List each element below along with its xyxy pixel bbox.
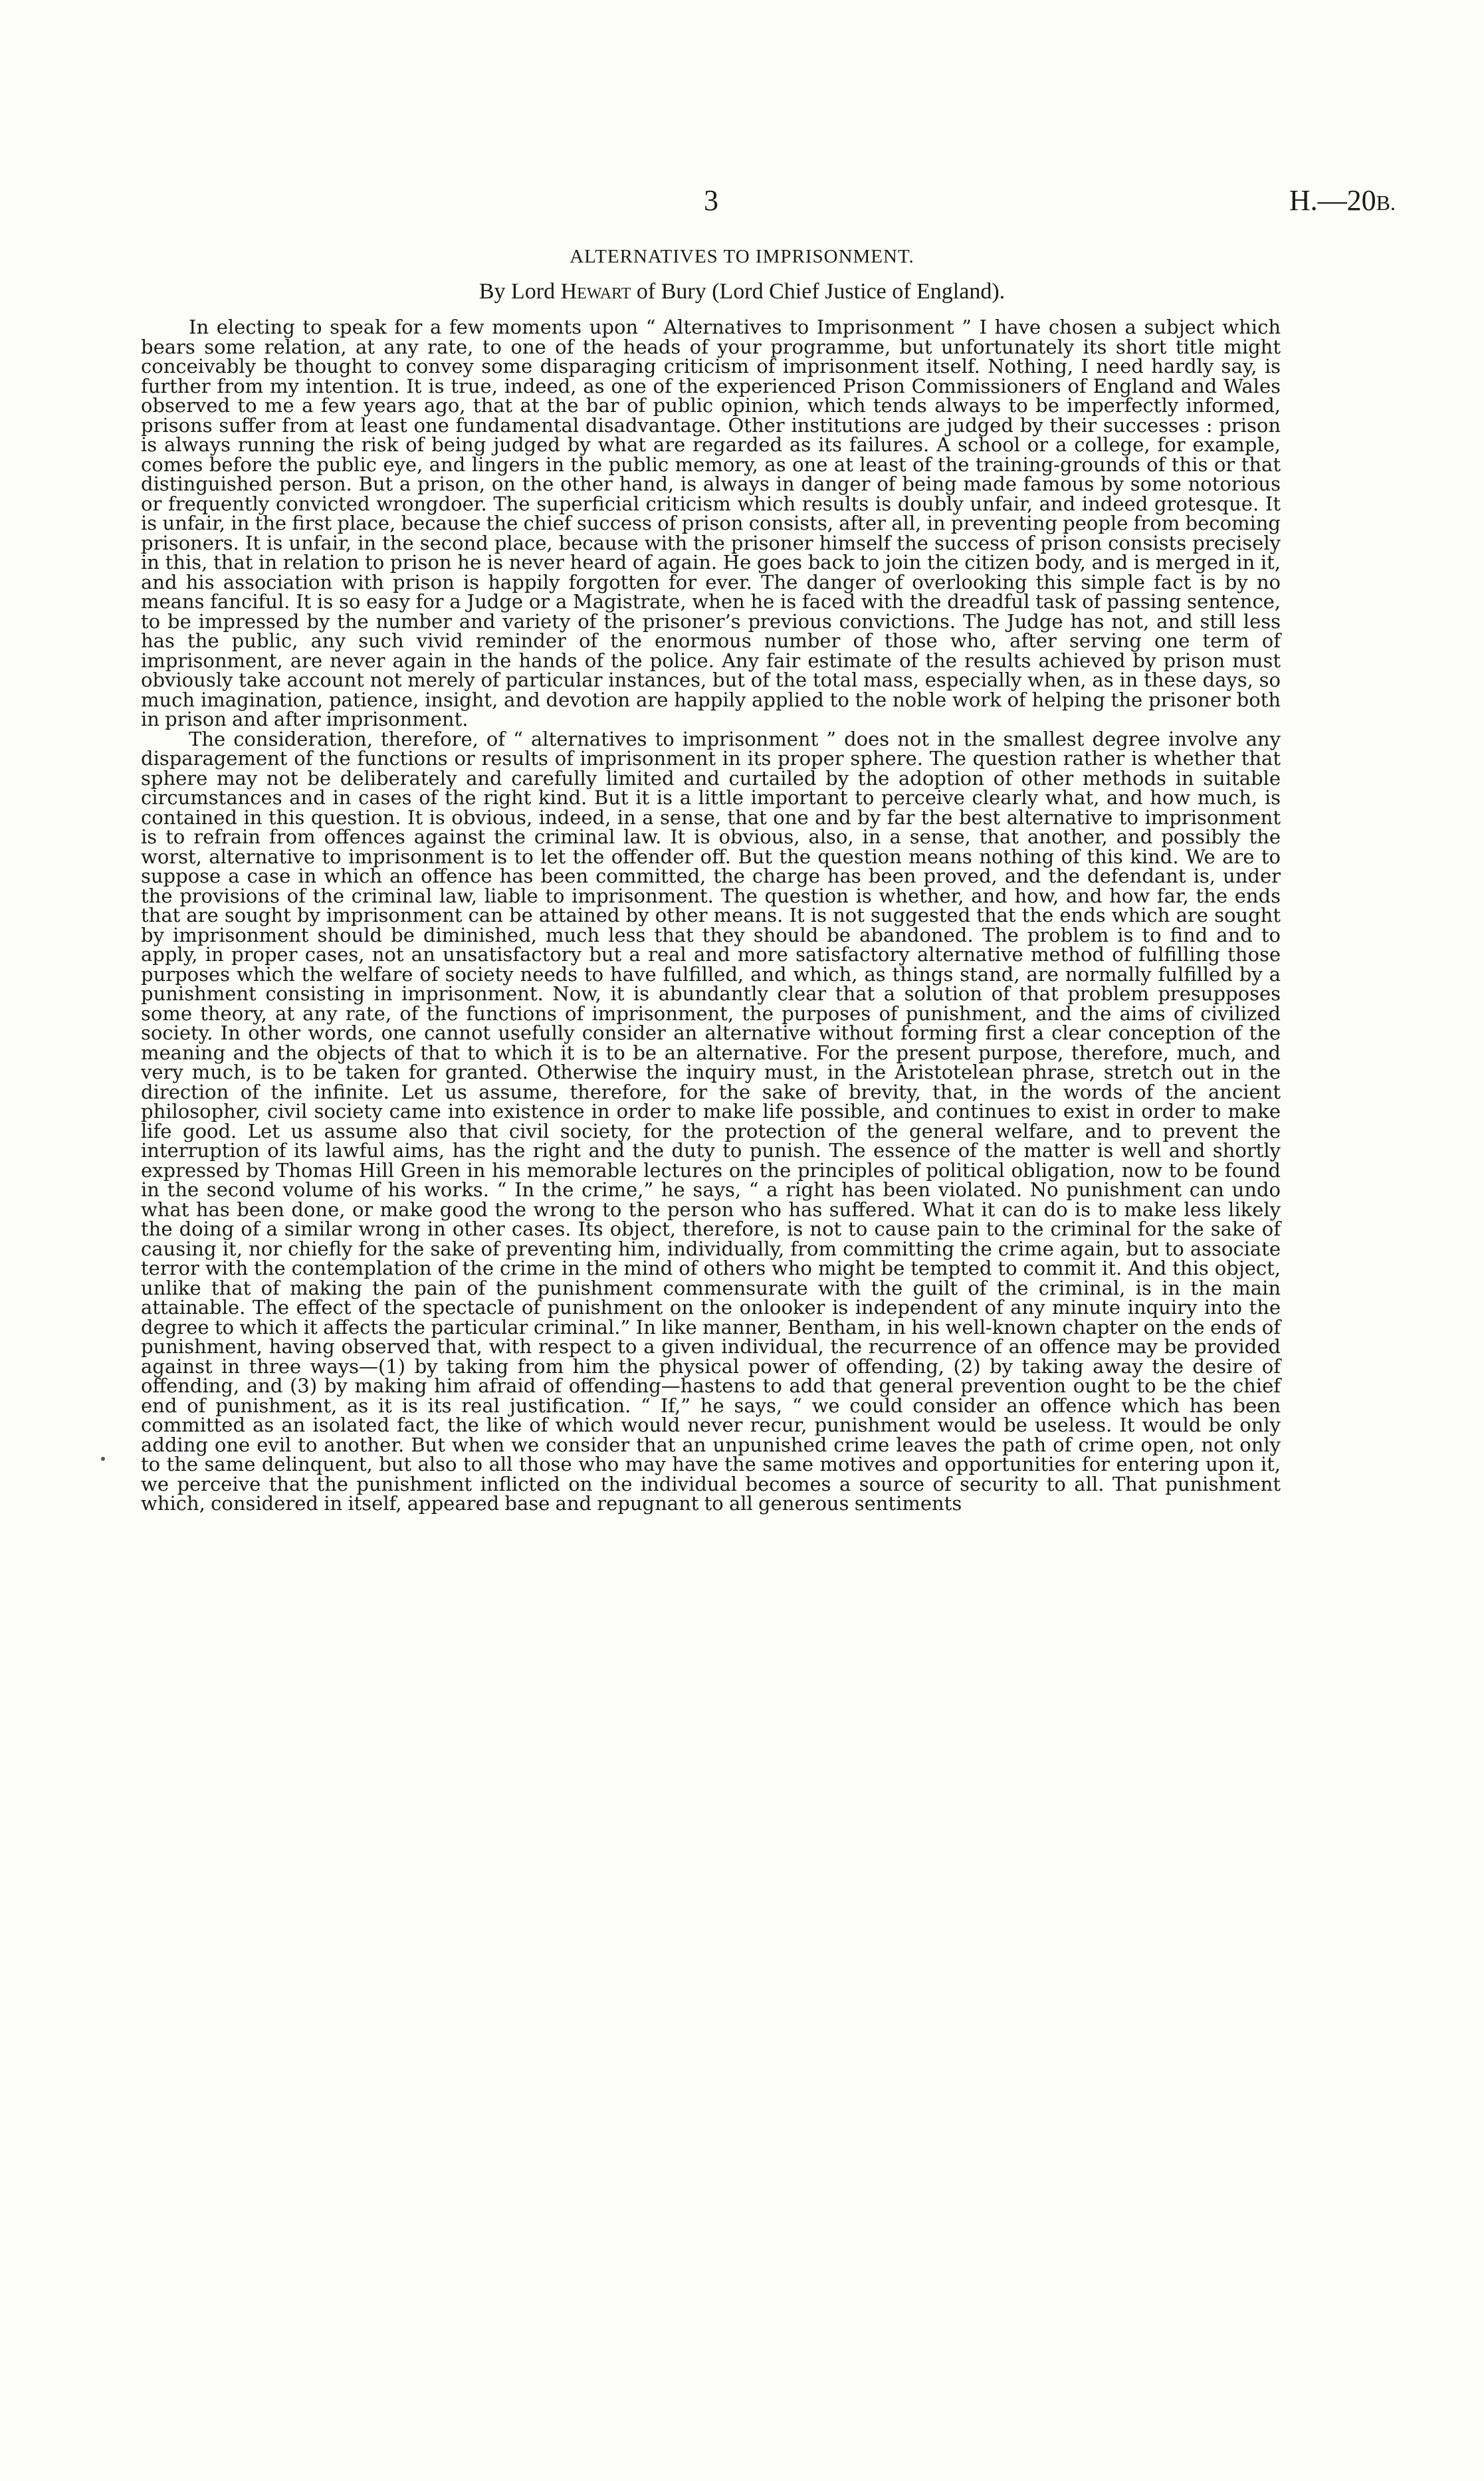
document-code-suffix: B. bbox=[1376, 191, 1396, 215]
page-number: 3 bbox=[704, 184, 718, 217]
document-code-main: H.—20 bbox=[1289, 184, 1376, 217]
paragraph: The consideration, therefore, of “ alternatives to imprisonment ” does not in the smallest degree involve any disparagement of the functions or results of imprisonment in its proper sphere. The question rather is whether that sphere may not be deliberately and carefully limited and curtailed by the adoption of other methods in suitable circumstances and in cases of the right kind. But it is a little important to perceive clearly what, and how much, is contained in this question. It is obvious, indeed, in a sense, that one and by far the best alternative to imprisonment is to refrain from offences against the criminal law. It is obvious, also, in a sense, that another, and possibly the worst, alternative to imprisonment is to let the offender off. But the question means nothing of this kind. We are to suppose a case in which an offence has been committed, the charge has been proved, and the defendant is, under the provisions of the criminal law, liable to imprisonment. The question is whether, and how, and how far, the ends that are sought by imprisonment can be attained by other means. It is not suggested that the ends which are sought by imprisonment should be diminished, much less that they should be abandoned. The problem is to find and to apply, in proper cases, not an unsatisfactory but a real and more satisfactory alternative method of fulfilling those purposes which the welfare of society needs to have fulfilled, and which, as things stand, are normally fulfilled by a punishment consisting in imprisonment. Now, it is abundantly clear that a solution of that problem presupposes some theory, at any rate, of the functions of imprisonment, the purposes of punishment, and the aims of civilized society. In other words, one cannot usefully consider an alternative without forming first a clear conception of the meaning and the objects of that to which it is to be an alternative. For the present purpose, therefore, much, and very much, is to be taken for granted. Otherwise the inquiry must, in the Aristotelean phrase, stretch out in the direction of the infinite. Let us assume, therefore, for the sake of brevity, that, in the words of the ancient philosopher, civil society came into existence in order to make life possible, and continues to exist in order to make life good. Let us assume also that civil society, for the protection of the general welfare, and to prevent the interruption of its lawful aims, has the right and the duty to punish. The essence of the matter is well and shortly expressed by Thomas Hill Green in his memorable lectures on the principles of political obligation, now to be found in the second volume of his works. “ In the crime,” he says, “ a right has been violated. No punishment can undo what has been done, or make good the wrong to the person who has suffered. What it can do is to make less likely the doing of a similar wrong in other cases. Its object, therefore, is not to cause pain to the criminal for the sake of causing it, nor chiefly for the sake of preventing him, individually, from committing the crime again, but to associate terror with the contemplation of the crime in the mind of others who might be tempted to commit it. And this object, unlike that of making the pain of the punishment commensurate with the guilt of the criminal, is in the main attainable. The effect of the spectacle of punishment on the onlooker is independent of any minute inquiry into the degree to which it affects the particular criminal.” In like manner, Bentham, in his well-known chapter on the ends of punishment, having observed that, with respect to a given individual, the recurrence of an offence may be provided against in three ways—(1) by taking from him the physical power of offending, (2) by taking away the desire of offending, and (3) by making him afraid of offending—hastens to add that general prevention ought to be the chief end of punishment, as it is its real justification. “ If,” he says, “ we could consider an offence which has been committed as an isolated fact, the like of which would never recur, punishment would be useless. It would be only adding one evil to another. But when we consider that an unpunished crime leaves the path of crime open, not only to the same delinquent, but also to all those who may have the same motives and opportunities for entering upon it, we perceive that the punishment inflicted on the individual becomes a source of security to all. That punishment which, considered in itself, appeared base and repugnant to all generous sentiments bbox=[141, 727, 1281, 1515]
article-byline bbox=[106, 279, 1378, 304]
byline-author-name: Hewart bbox=[560, 279, 631, 304]
byline-suffix: of Bury (Lord Chief Justice of England). bbox=[631, 279, 1006, 304]
article-body bbox=[141, 318, 1281, 1514]
byline-prefix: By Lord bbox=[478, 279, 561, 304]
article-title: ALTERNATIVES TO IMPRISONMENT. bbox=[570, 246, 914, 267]
margin-mark bbox=[101, 1457, 105, 1461]
paragraph: In electing to speak for a few moments upon “ Alternatives to Imprisonment ” I have chosen a subject which bears some relation, at any rate, to one of the heads of your programme, but unfortunately its short title might conceivably be thought to convey some disparaging criticism of imprisonment itself. Nothing, I need hardly say, is further from my intention. It is true, indeed, as one of the experienced Prison Commissioners of England and Wales observed to me a few years ago, that at the bar of public opinion, which tends always to be imperfectly informed, prisons suffer from at least one fundamental disadvantage. Other institutions are judged by their successes : prison is always running the risk of being judged by what are regarded as its failures. A school or a college, for example, comes before the public eye, and lingers in the public memory, as one at least of the training-grounds of this or that distinguished person. But a prison, on the other hand, is always in danger of being made famous by some notorious or frequently convicted wrongdoer. The superficial criticism which results is doubly unfair, and indeed grotesque. It is unfair, in the first place, because the chief success of prison consists, after all, in preventing people from becoming prisoners. It is unfair, in the second place, because with the prisoner himself the success of prison consists precisely in this, that in relation to prison he is never heard of again. He goes back to join the citizen body, and is merged in it, and his association with prison is happily forgotten for ever. The danger of overlooking this simple fact is by no means fanciful. It is so easy for a Judge or a Magistrate, when he is faced with the dreadful task of passing sentence, to be impressed by the number and variety of the prisoner’s previous convictions. The Judge has not, and still less has the public, any such vivid reminder of the enormous number of those who, after serving one term of imprisonment, are never again in the hands of the police. Any fair estimate of the results achieved by prison must obviously take account not merely of particular instances, but of the total mass, especially when, as in these days, so much imagination, patience, insight, and devotion are happily applied to the noble work of helping the prisoner both in prison and after imprisonment. bbox=[141, 316, 1281, 730]
document-code bbox=[1223, 183, 1396, 217]
